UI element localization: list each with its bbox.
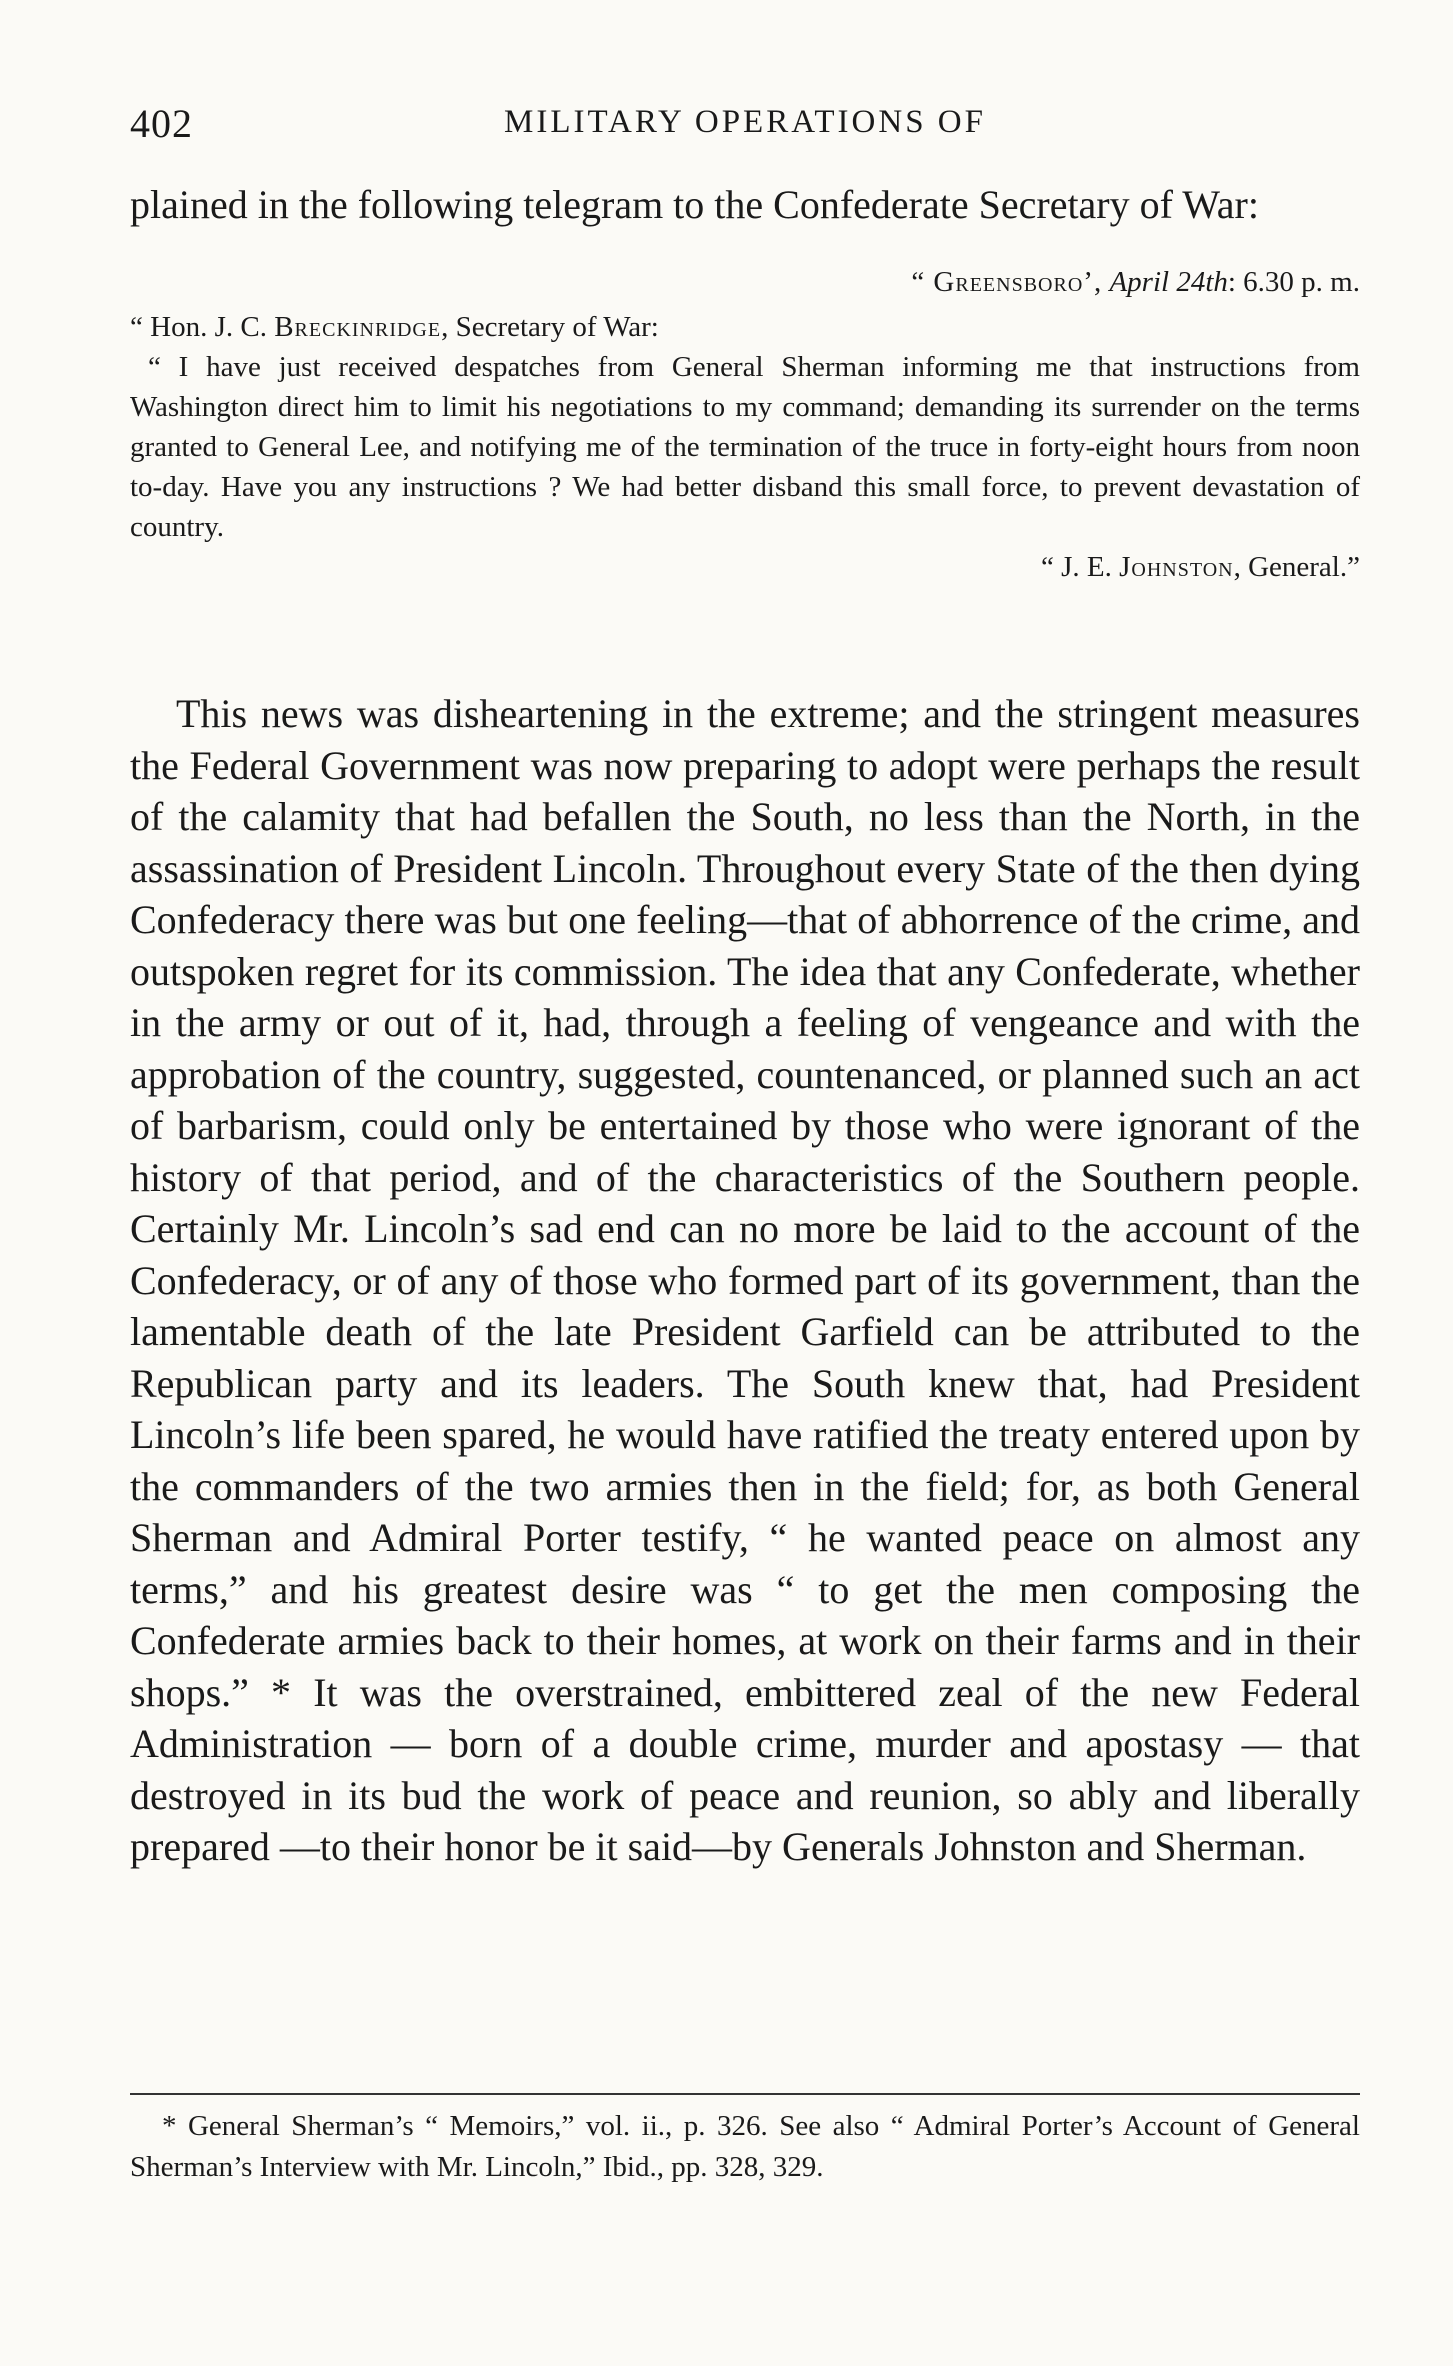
telegram-signature [130, 547, 1360, 587]
page-header [130, 100, 1360, 150]
dateline-place: “ Greensboro’, [911, 266, 1103, 298]
salutation-suffix: , Secretary of War: [441, 311, 659, 343]
salutation-name: Breckinridge [274, 311, 442, 343]
dateline-date: April 24th [1109, 266, 1228, 298]
dateline-time: : 6.30 p. m. [1227, 266, 1360, 298]
running-head: MILITARY OPERATIONS OF [504, 104, 986, 140]
main-paragraph: This news was disheartening in the extreme; and the stringent measures the Federal Government was now preparing to adopt were perhaps the result of the calamity that had befallen the South, no less than the North, in the assassination of President Lincoln. Throughout every State of the then dying Confederacy there was but one feeling—that of abhorrence of the crime, and outspoken regret for its commission. The idea that any Confederate, whether in the army or out of it, had, through a feeling of vengeance and with the approbation of the country, suggested, countenanced, or planned such an act of barbarism, could only be entertained by those who were ignorant of the history of that period, and of the characteristics of the Southern people. Certainly Mr. Lincoln’s sad end can no more be laid to the account of the Confederacy, or of any of those who formed part of its government, than the lamentable death of the late President Garfield can be attributed to the Republican party and its leaders. The South knew that, had President Lincoln’s life been spared, he would have ratified the treaty entered upon by the commanders of the two armies then in the field; for, as both General Sherman and Admiral Porter testify, “ he wanted peace on almost any terms,” and his greatest desire was “ to get the men composing the Confederate armies back to their homes, at work on their farms and in their shops.” * It was the overstrained, embittered zeal of the new Federal Administration — born of a double crime, murder and apostasy — that destroyed in its bud the work of peace and reunion, so ably and liberally prepared —to their honor be it said—by Generals Johnston and Sherman. [130, 691, 1360, 1869]
signature-prefix: “ J. E. [1040, 551, 1112, 583]
telegram-dateline [130, 262, 1360, 302]
footnote-rule [130, 2093, 1360, 2095]
footnote: * General Sherman’s “ Memoirs,” vol. ii., p. 326. See also “ Admiral Porter’s Account of General Sherman’s Interview with Mr. Lincoln,” Ibid., pp. 328, 329. [130, 2110, 1360, 2183]
signature-name: Johnston [1119, 551, 1234, 583]
telegram-block [130, 307, 1360, 587]
telegram-salutation [130, 307, 1360, 347]
salutation-prefix: “ Hon. J. C. [130, 311, 267, 343]
lead-paragraph: plained in the following telegram to the Confederate Secretary of War: [130, 182, 1259, 227]
page-number: 402 [130, 101, 193, 146]
telegram-body: “ I have just received despatches from General Sherman informing me that instructions from Washington direct him to limit his negotiations to my command; demanding its surrender on the terms granted to General Lee, and notifying me of the termination of the truce in forty-eight hours from noon to-day. Have you any instructions ? We had better disband this small force, to prevent devastation of country. [130, 351, 1360, 543]
signature-suffix: , General.” [1233, 551, 1360, 583]
